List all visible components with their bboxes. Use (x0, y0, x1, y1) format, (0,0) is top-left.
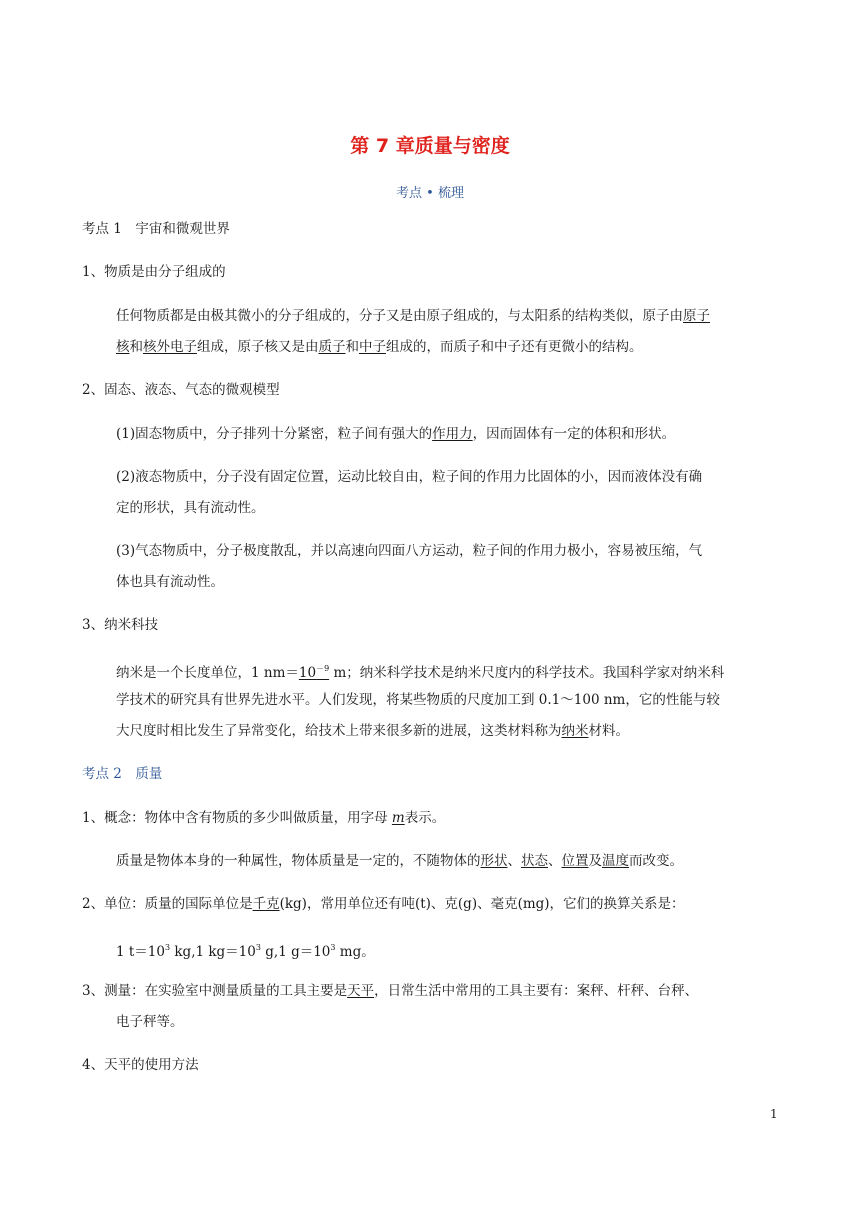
section-2-para-1: (1)固态物质中，分子排列十分紧密，粒子间有强大的作用力，因而固体有一定的体积和形状。 (116, 426, 676, 442)
section-2-para-3-line-1: (3)气态物质中，分子极度散乱，并以高速向四面八方运动，粒子间的作用力极小，容易被压缩，气 (116, 543, 703, 559)
mass-measurement-line-2: 电子秤等。 (116, 1014, 184, 1030)
section-1-line-2: 核和核外电子组成，原子核又是由质子和中子组成的，而质子和中子还有更微小的结构。 (116, 339, 643, 355)
section-2-para-2-line-1: (2)液态物质中，分子没有固定位置，运动比较自由，粒子间的作用力比固体的小，因而液体没有确 (116, 469, 703, 485)
section-1-heading: 1、物质是由分子组成的 (82, 264, 226, 280)
section-1-line-1: 任何物质都是由极其微小的分子组成的，分子又是由原子组成的，与太阳系的结构类似，原子由原子 (116, 308, 710, 324)
mass-measurement-line-1: 3、测量：在实验室中测量质量的工具主要是天平，日常生活中常用的工具主要有：案秤、杆秤、台秤、 (82, 983, 699, 999)
mass-unit: 2、单位：质量的国际单位是千克(kg)，常用单位还有吨(t)、克(g)、毫克(mg)，它们的换算关系是： (82, 896, 685, 912)
kaodian-2-heading: 考点 2 质量 (82, 766, 163, 782)
page-number: 1 (770, 1107, 778, 1121)
section-3-heading: 3、纳米科技 (82, 617, 159, 633)
page-title: 第 7 章质量与密度 (350, 135, 510, 157)
balance-usage-heading: 4、天平的使用方法 (82, 1057, 199, 1073)
section-2-para-3-line-2: 体也具有流动性。 (116, 574, 224, 590)
unit-conversion: 1 $t=10^3$ kg,1 $kg=10^3$ g,1 $g=10^3$ mg。 (116, 943, 375, 960)
mass-property: 质量是物体本身的一种属性，物体质量是一定的，不随物体的形状、状态、位置及温度而改变。 (116, 853, 683, 869)
mass-concept: 1、概念：物体中含有物质的多少叫做质量，用字母 m表示。 (82, 810, 446, 826)
section-subtitle: 考点 • 梳理 (396, 186, 464, 201)
section-3-line-1: 纳米是一个长度单位，1 $nm=10^{-9}$ m；纳米科学技术是纳米尺度内的科学技术。我国科学家对纳米科 (116, 664, 725, 681)
section-3-line-3: 大尺度时相比发生了异常变化，给技术上带来很多新的进展，这类材料称为纳米材料。 (116, 723, 629, 739)
kaodian-1-heading: 考点 1 宇宙和微观世界 (82, 221, 230, 237)
section-2-para-2-line-2: 定的形状，具有流动性。 (116, 500, 265, 516)
section-3-line-2: 学技术的研究具有世界先进水平。人们发现，将某些物质的尺度加工到 0.1～100 nm，它的性能与较 (116, 692, 720, 708)
section-2-heading: 2、固态、液态、气态的微观模型 (82, 382, 280, 398)
